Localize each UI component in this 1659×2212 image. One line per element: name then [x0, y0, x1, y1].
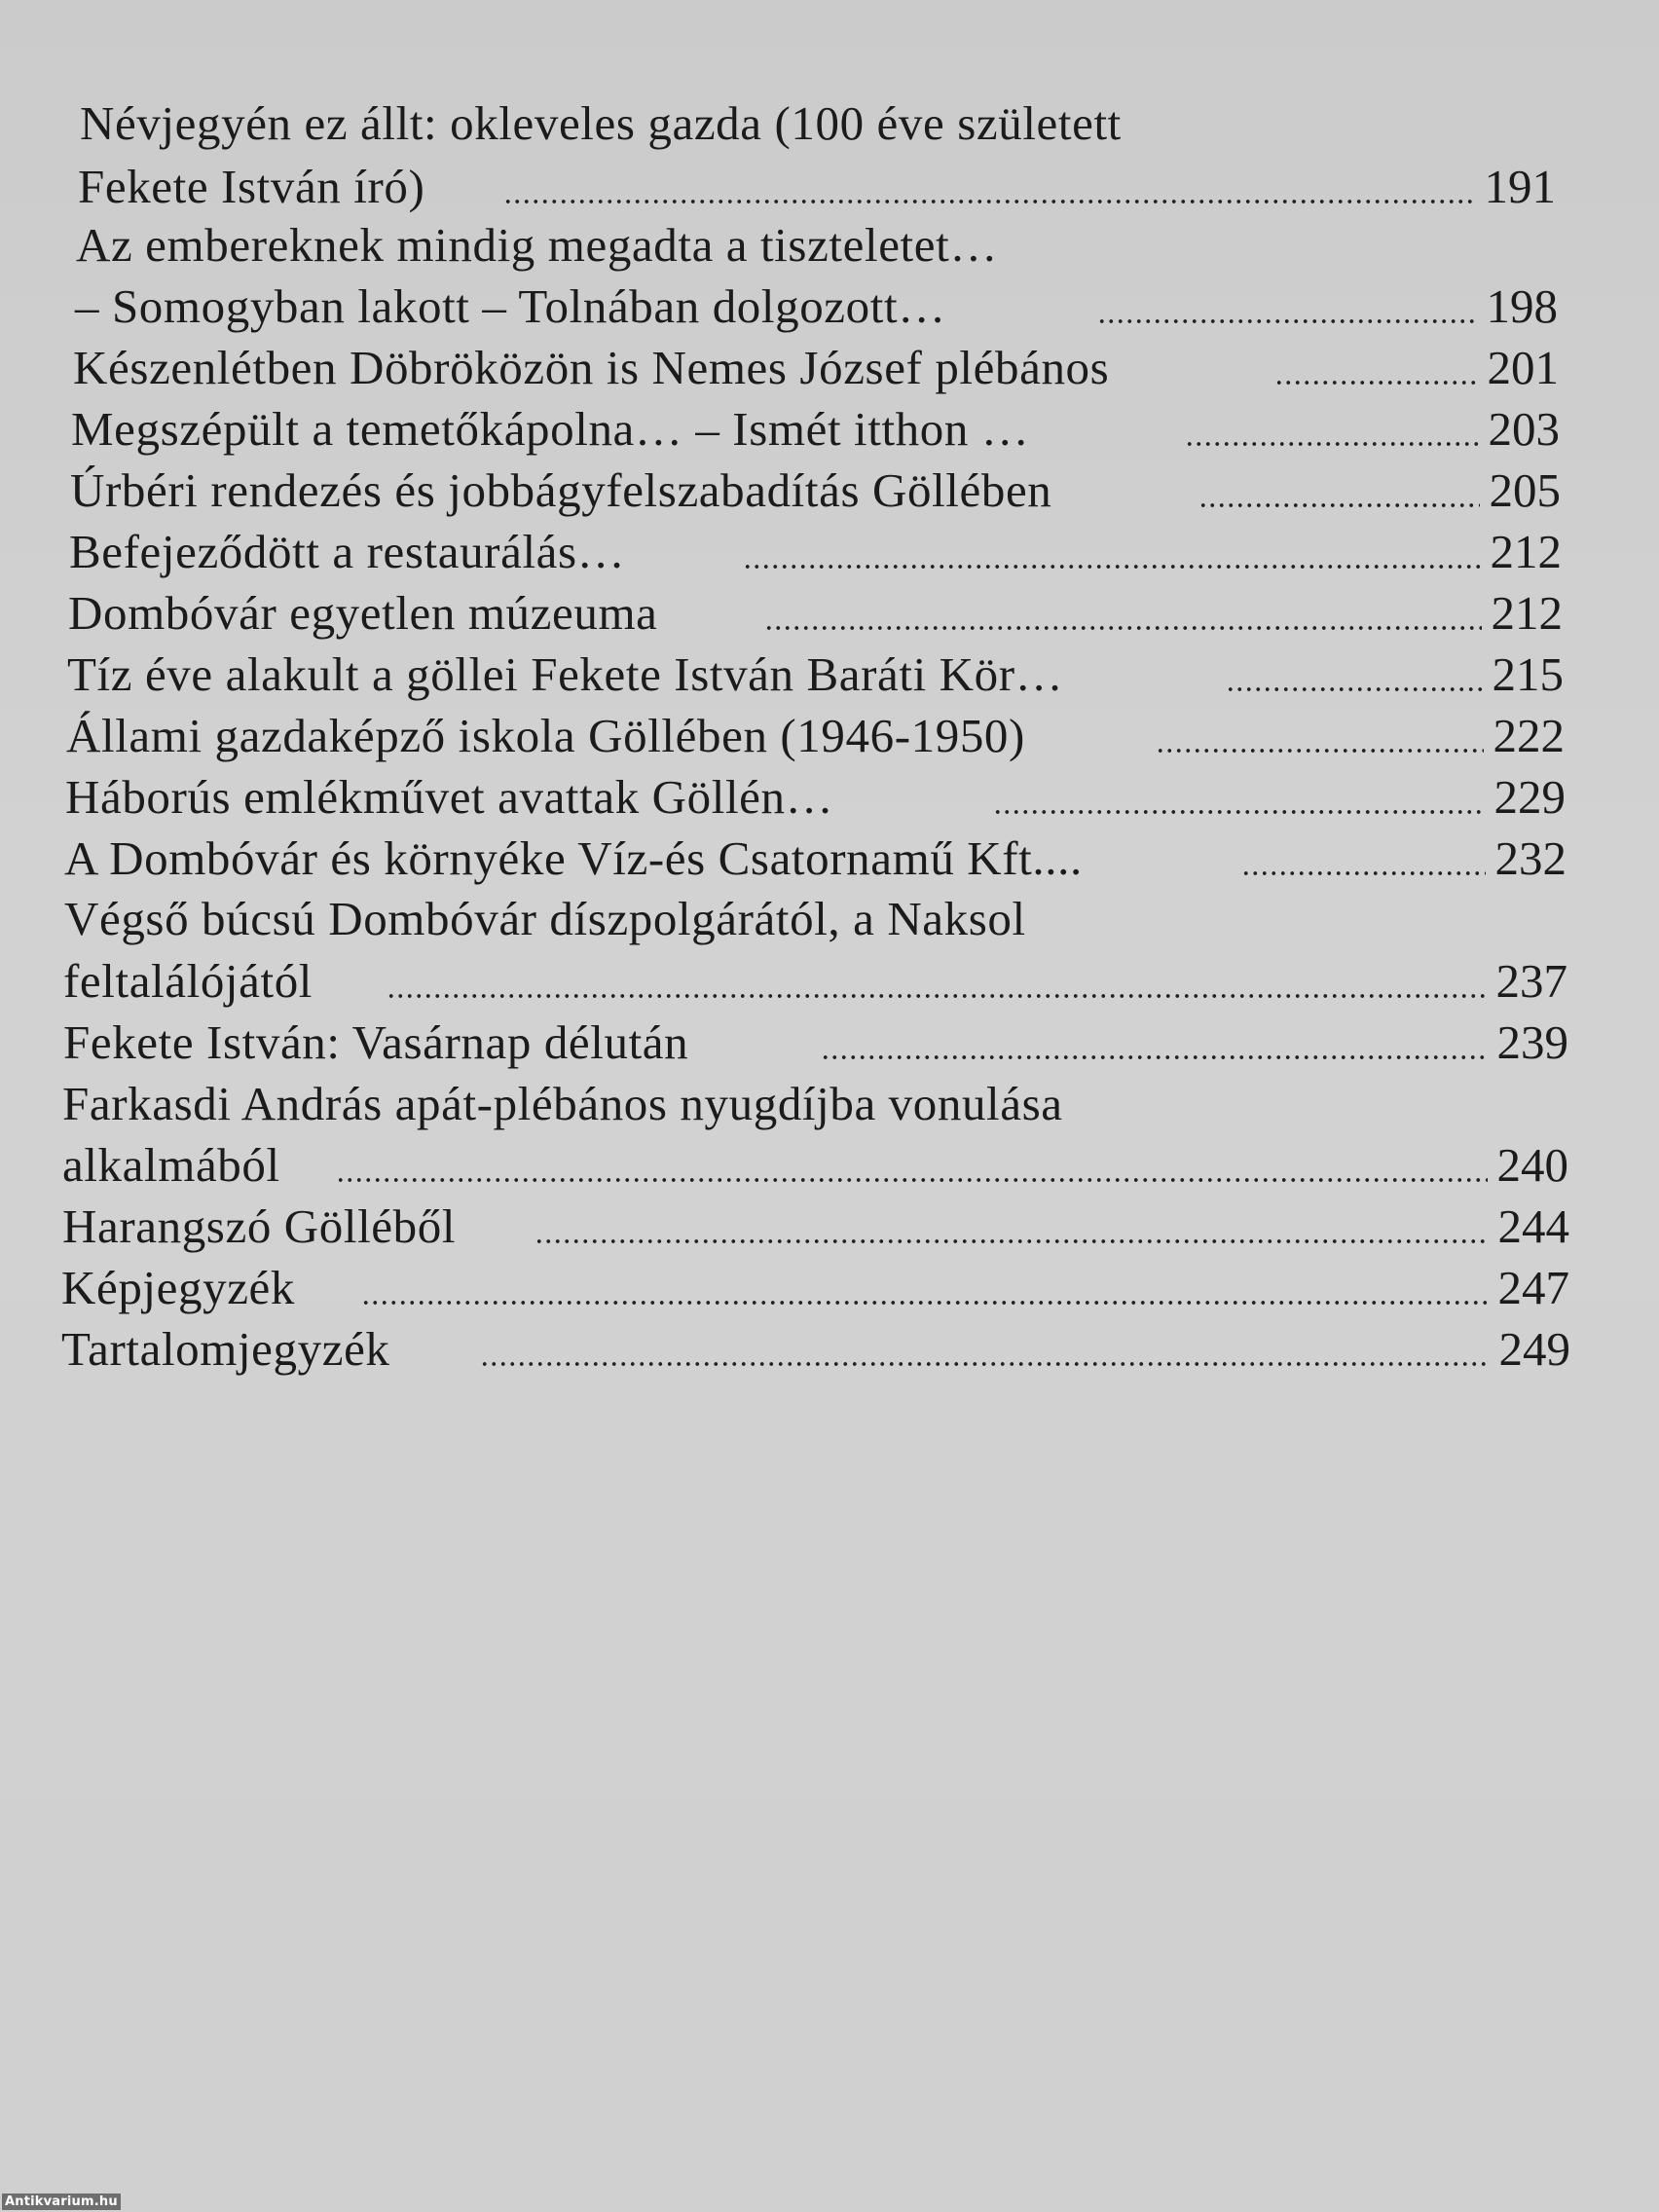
toc-entry	[0, 1320, 1659, 1379]
toc-entry-continuation	[0, 277, 1659, 336]
toc-page-number: 222	[1493, 709, 1565, 762]
toc-page-number: 212	[1490, 525, 1562, 578]
toc-entry-title: Fekete István író)	[78, 160, 425, 213]
toc-entry-title: Készenlétben Döbröközön is Nemes József plébános	[73, 341, 1110, 394]
toc-entry-title: Tíz éve alakult a göllei Fekete István Baráti Kör…	[67, 647, 1064, 701]
toc-entry	[0, 707, 1659, 765]
dot-leader	[821, 1054, 1488, 1060]
toc-entry	[0, 339, 1659, 397]
toc-page-number: 201	[1487, 341, 1559, 394]
toc-entry-title: Állami gazdaképző iskola Göllében (1946-1950)	[66, 709, 1025, 762]
toc-entry-title: feltalálójától	[63, 954, 313, 1008]
toc-page-number: 198	[1486, 279, 1558, 333]
toc-entry-title: Harangszó Gölléből	[62, 1199, 457, 1253]
toc-entry-title: Farkasdi András apát-plébános nyugdíjba vonulása	[62, 1077, 1063, 1130]
toc-entry-title: Úrbéri rendezés és jobbágyfelszabadítás Göllében	[70, 463, 1052, 517]
dot-leader	[1198, 502, 1480, 508]
toc-page-number: 240	[1496, 1138, 1568, 1192]
toc-entry	[0, 830, 1659, 888]
toc-entry	[0, 216, 1659, 275]
toc-entry-title: Fekete István: Vasárnap délután	[63, 1015, 689, 1069]
toc-entry-title: Megszépült a temetőkápolna… – Ismét itthon …	[71, 402, 1030, 456]
toc-entry	[0, 1259, 1659, 1317]
toc-page-number: 237	[1495, 954, 1567, 1008]
toc-entry	[0, 1014, 1659, 1072]
toc-page-number: 229	[1493, 770, 1566, 824]
toc-page-number: 215	[1492, 647, 1564, 701]
toc-entry-title: Végső búcsú Dombóvár díszpolgárától, a Naksol	[64, 892, 1026, 945]
toc-entry-title: alkalmából	[62, 1138, 280, 1192]
dot-leader	[1156, 748, 1484, 754]
toc-entry	[0, 768, 1659, 827]
dot-leader	[1097, 318, 1476, 324]
toc-entry	[0, 94, 1659, 153]
toc-entry-continuation	[0, 158, 1659, 216]
toc-entry-title: Képjegyzék	[61, 1261, 295, 1314]
toc-entry-continuation	[0, 1136, 1659, 1195]
toc-page-number: 239	[1496, 1015, 1568, 1069]
toc-entry-title: – Somogyban lakott – Tolnában dolgozott…	[75, 279, 946, 333]
toc-entry	[0, 523, 1659, 581]
toc-page-number: 191	[1484, 160, 1556, 213]
toc-page-number: 244	[1497, 1199, 1569, 1253]
toc-page-number: 249	[1498, 1322, 1570, 1376]
toc-page-number: 232	[1494, 831, 1567, 885]
toc-entry	[0, 584, 1659, 643]
toc-page-number: 205	[1489, 463, 1561, 517]
toc-entry-continuation	[0, 952, 1659, 1011]
dot-leader	[361, 1300, 1489, 1306]
toc-entry-title: Az embereknek mindig megadta a tiszteletet…	[76, 218, 998, 272]
toc-entry	[0, 1075, 1659, 1133]
toc-entry	[0, 461, 1659, 520]
toc-entry	[0, 890, 1659, 948]
toc-entry-title: A Dombóvár és környéke Víz-és Csatornamű Kft....	[64, 831, 1083, 885]
dot-leader	[503, 199, 1474, 204]
watermark: Antikvarium.hu	[2, 2194, 121, 2210]
dot-leader	[535, 1238, 1489, 1244]
dot-leader	[480, 1361, 1490, 1367]
dot-leader	[764, 625, 1482, 631]
toc-entry-title: Háborús emlékművet avattak Göllén…	[65, 770, 834, 824]
toc-entry-title: Befejeződött a restaurálás…	[69, 525, 626, 578]
toc-page-number: 212	[1491, 586, 1563, 640]
toc-page-number: 247	[1497, 1261, 1569, 1314]
toc-entry-title: Dombóvár egyetlen múzeuma	[68, 586, 658, 640]
dot-leader	[387, 993, 1487, 999]
dot-leader	[1185, 441, 1479, 447]
toc-entry-title: Névjegyén ez állt: okleveles gazda (100 éve született	[80, 96, 1122, 150]
toc-entry	[0, 645, 1659, 704]
dot-leader	[743, 564, 1481, 570]
toc-entry	[0, 400, 1659, 459]
toc-entry-title: Tartalomjegyzék	[61, 1322, 390, 1376]
dot-leader	[1226, 686, 1483, 692]
toc-entry	[0, 1198, 1659, 1256]
dot-leader	[993, 809, 1485, 815]
dot-leader	[336, 1177, 1488, 1183]
toc-page-number: 203	[1488, 402, 1560, 456]
